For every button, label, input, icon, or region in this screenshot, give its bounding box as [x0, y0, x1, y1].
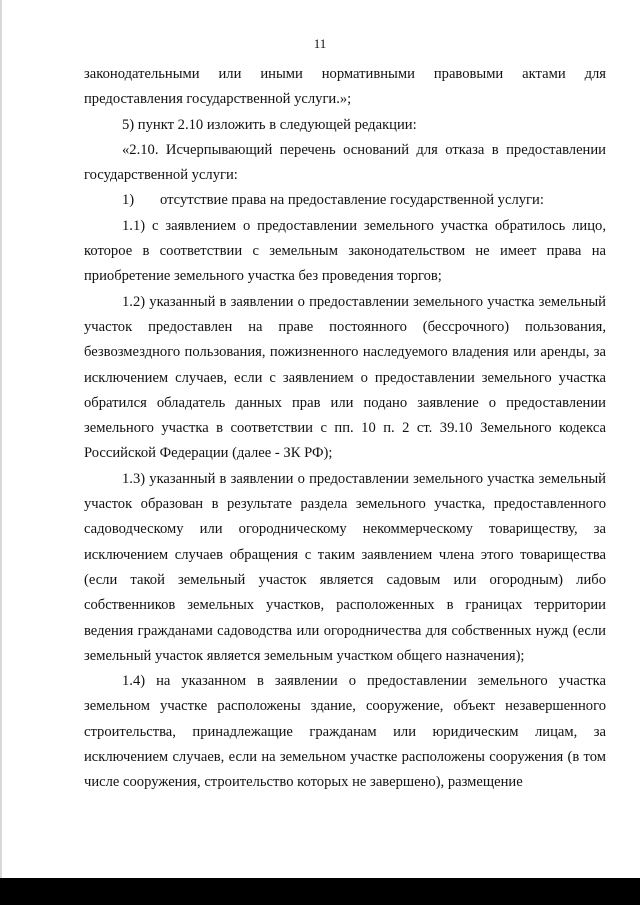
paragraph-ground-1-3: 1.3) указанный в заявлении о предоставлении земельного участка земельный участок образован в результате раздела земельного участка, предоставленного садоводческому или огородническому некоммерческому товариществу, за исключением случаев обращения с таким заявлением члена этого товарищества (если такой земельный участок является садовым или огородным) либо собственников земельных участков, расположенных в границах территории ведения гражданами садоводства или огородничества для собственных нужд (если земельный участок является земельным участком общего назначения); [84, 470, 606, 664]
scan-bottom-border [0, 878, 640, 905]
list-item-text: отсутствие права на предоставление государственной услуги: [160, 192, 544, 209]
paragraph-ground-1-2: 1.2) указанный в заявлении о предоставлении земельного участка земельный участок предоставлен на праве постоянного (бессрочного) пользования, безвозмездного пользования, пожизненного наследуемого владения или аренды, за исключением случаев, если с заявлением о предоставлении земельного участка обратился обладатель данных прав или подано заявление о предоставлении земельного участка в соответствии с пп. 10 п. 2 ст. 39.10 Земельного кодекса Российской Федерации (далее - ЗК РФ); [84, 293, 606, 462]
scan-left-edge [0, 0, 2, 878]
list-item-number: 1) [122, 192, 135, 209]
paragraph-ground-1 [84, 188, 606, 213]
paragraph-amendment-item-5: 5) пункт 2.10 изложить в следующей редакции: [122, 116, 417, 133]
document-body [84, 62, 606, 796]
paragraph-ground-1-1: 1.1) с заявлением о предоставлении земельного участка обратилось лицо, которое в соответствии с земельным законодательством не имеет права на приобретение земельного участка без проведения торгов; [84, 217, 606, 285]
paragraph-continuation: законодательными или иными нормативными правовыми актами для предоставления государственной услуги.»; [84, 66, 606, 108]
paragraph-clause-2-10-heading: «2.10. Исчерпывающий перечень оснований для отказа в предоставлении государственной услуги: [84, 141, 606, 184]
paragraph-ground-1-4: 1.4) на указанном в заявлении о предоставлении земельного участка земельном участке расположены здание, сооружение, объект незавершенного строительства, принадлежащие гражданам или юридическим лицам, за исключением случаев, если на земельном участке расположены сооружения (в том числе сооружения, строительство которых не завершено), размещение [84, 673, 606, 791]
page-number: 11 [313, 36, 327, 51]
